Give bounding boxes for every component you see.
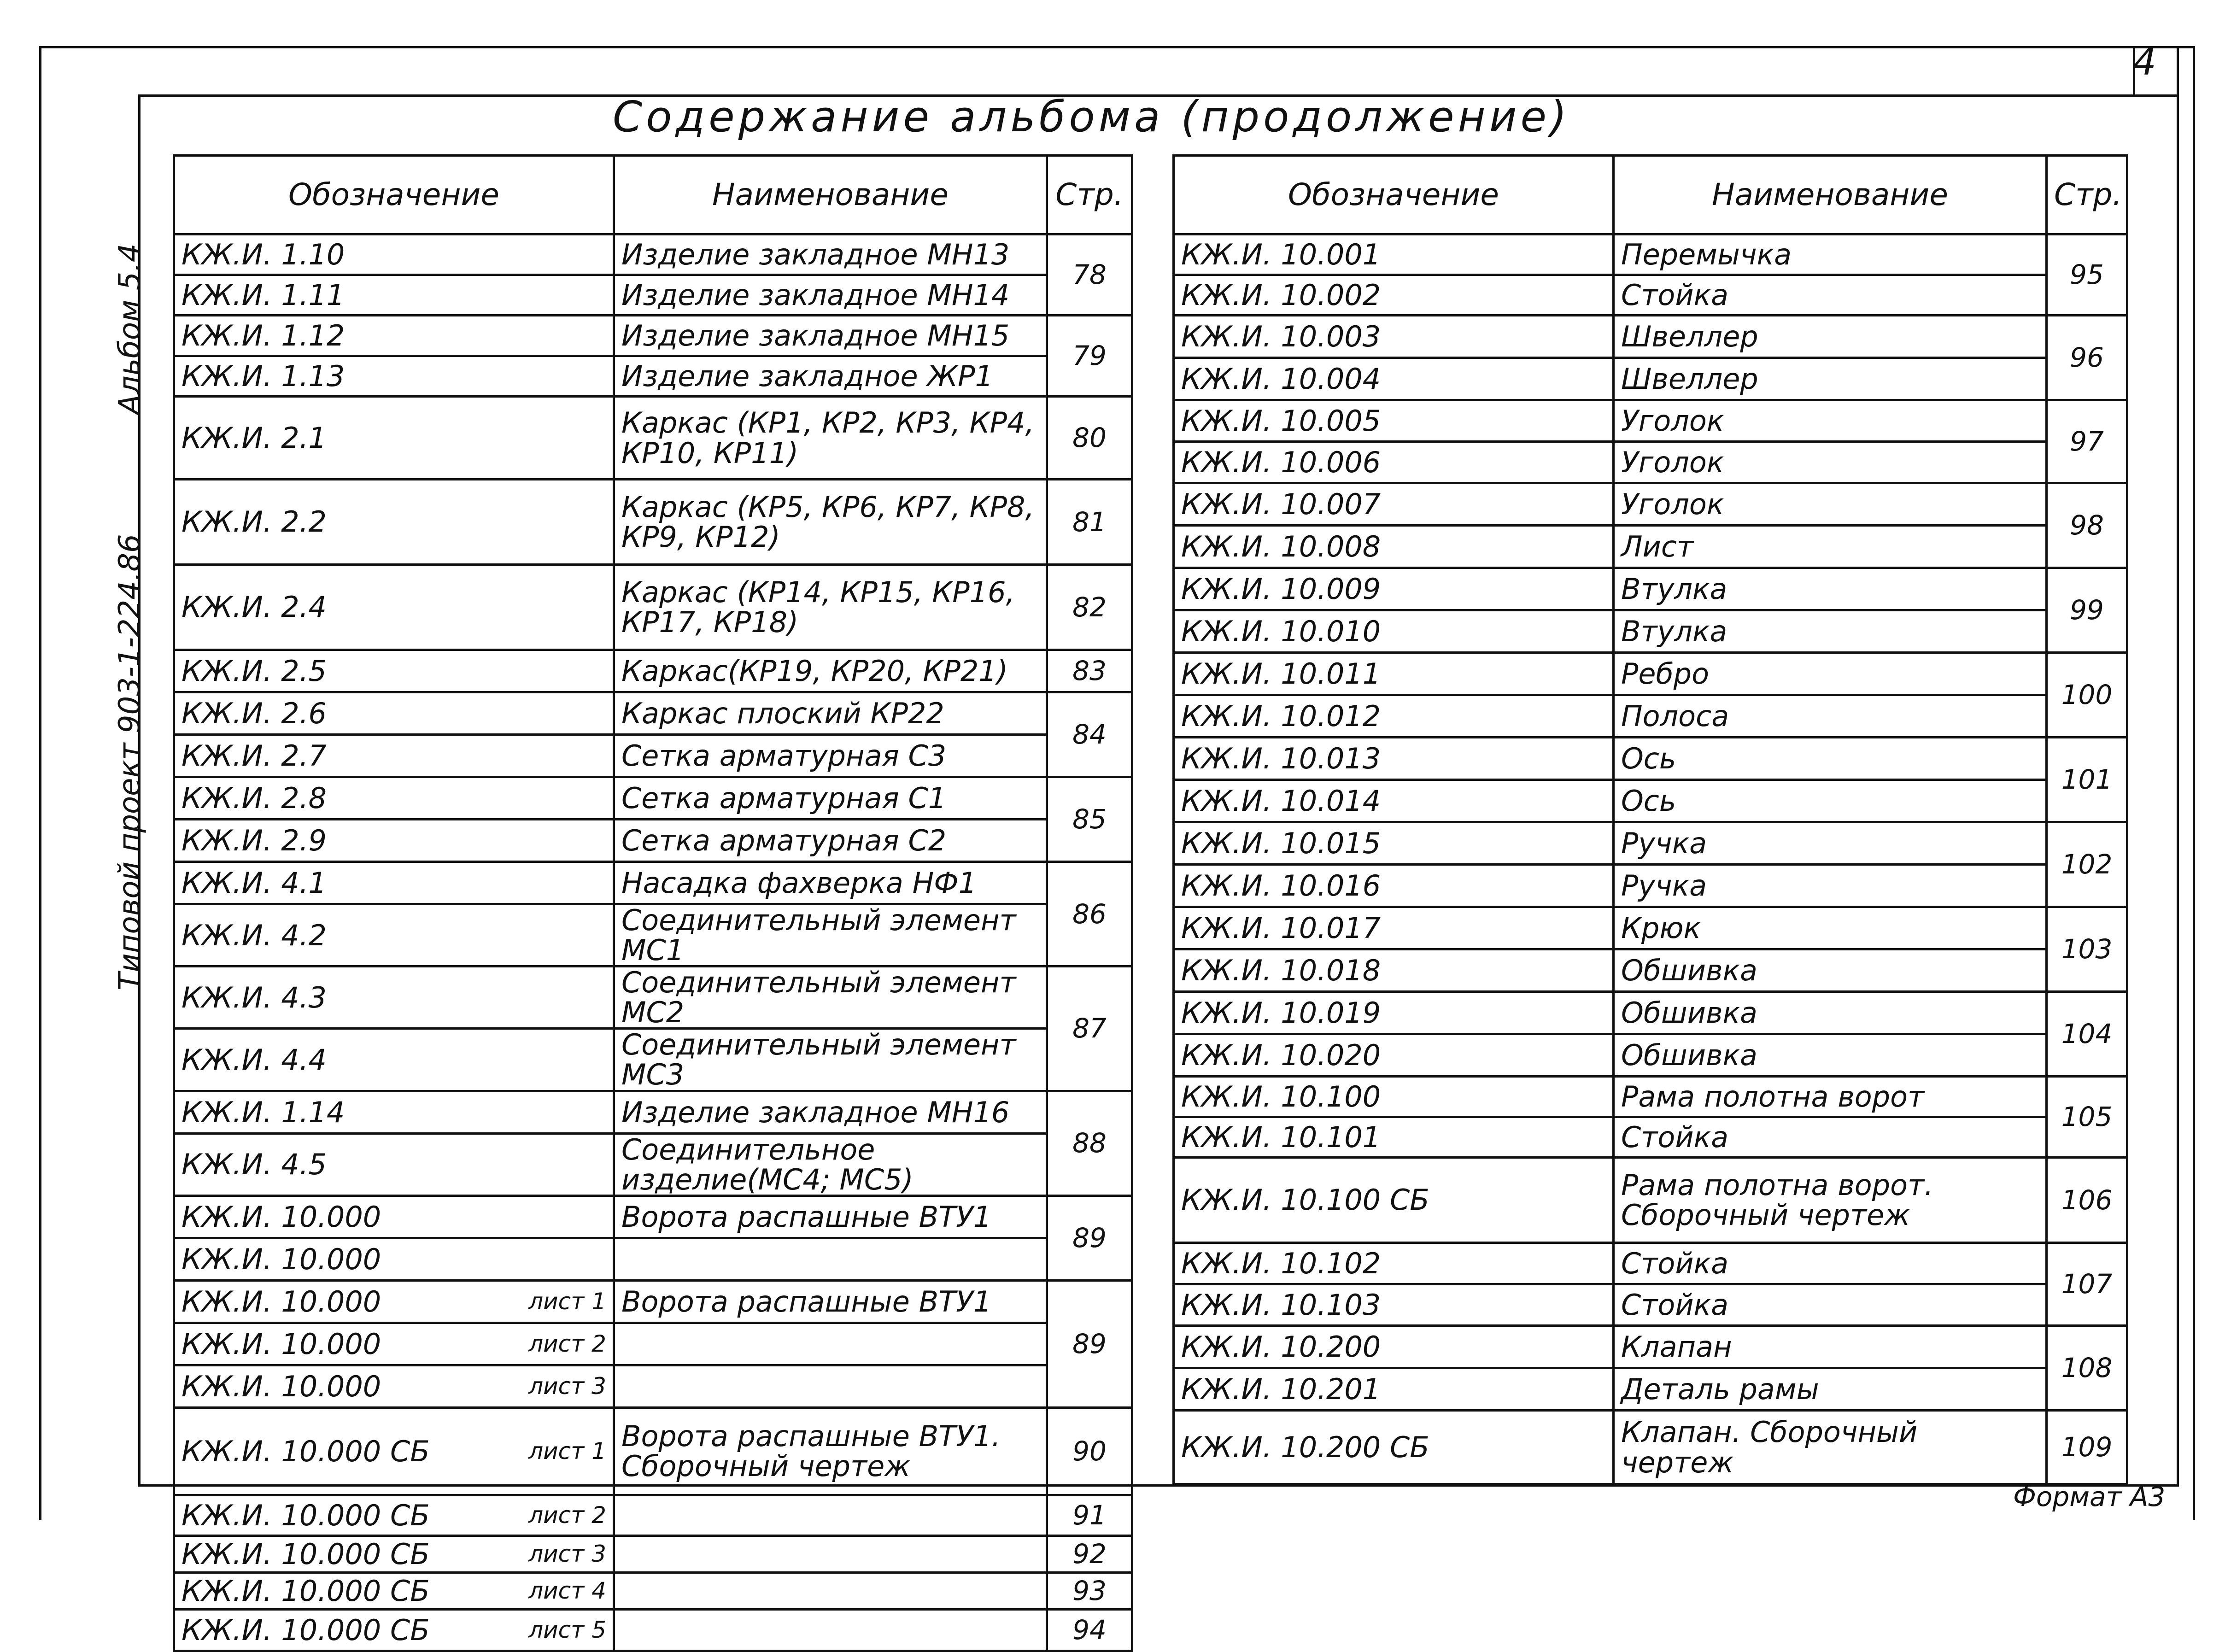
page-cell: 104 xyxy=(2047,992,2127,1077)
name-cell: Обшивка xyxy=(1614,949,2047,992)
designation-cell: КЖ.И. 1.14 xyxy=(174,1091,614,1133)
designation-cell: КЖ.И. 10.200 xyxy=(1174,1326,1614,1368)
name-cell: Изделие закладное МН13 xyxy=(614,234,1047,275)
table-row xyxy=(1174,1284,2127,1326)
designation-cell: КЖ.И. 10.014 xyxy=(1174,780,1614,822)
designation-cell: КЖ.И. 10.006 xyxy=(1174,442,1614,483)
table-row xyxy=(174,1407,1132,1495)
designation-cell: КЖ.И. 4.5 xyxy=(174,1133,614,1195)
designation-cell: КЖ.И. 10.020 xyxy=(1174,1034,1614,1077)
designation-cell: КЖ.И. 10.100 xyxy=(1174,1077,1614,1117)
table-row xyxy=(174,777,1132,820)
page-cell: 87 xyxy=(1047,967,1132,1091)
table-row xyxy=(1174,358,2127,400)
name-cell: Изделие закладное ЖР1 xyxy=(614,356,1047,397)
designation-code: КЖ.И. 10.000 СБ xyxy=(182,1613,430,1647)
header-designation: Обозначение xyxy=(174,156,614,234)
page-cell: 89 xyxy=(1047,1195,1132,1280)
page-cell: 83 xyxy=(1047,650,1132,692)
designation-cell: КЖ.И. 4.1 xyxy=(174,862,614,904)
designation-cell: КЖ.И. 10.013 xyxy=(1174,738,1614,780)
table-row xyxy=(174,1365,1132,1407)
page-cell: 84 xyxy=(1047,692,1132,777)
table-row xyxy=(1174,1368,2127,1411)
page-cell: 98 xyxy=(2047,483,2127,568)
table-row xyxy=(174,316,1132,356)
page-cell: 81 xyxy=(1047,480,1132,565)
table-row xyxy=(1174,653,2127,695)
designation-code: КЖ.И. 10.000 xyxy=(182,1327,381,1361)
designation-cell: КЖ.И. 10.009 xyxy=(1174,568,1614,610)
table-row xyxy=(174,1535,1132,1572)
table-row xyxy=(174,1495,1132,1535)
name-cell: Стойка xyxy=(1614,1284,2047,1326)
inner-frame-right-line xyxy=(2177,46,2179,1486)
table-row xyxy=(1174,1326,2127,1368)
table-row xyxy=(174,1609,1132,1651)
designation-cell: КЖ.И. 2.7 xyxy=(174,735,614,777)
designation-cell: КЖ.И. 10.018 xyxy=(1174,949,1614,992)
designation-cell: КЖ.И. 10.019 xyxy=(1174,992,1614,1034)
table-row xyxy=(1174,907,2127,949)
designation-cell: КЖ.И. 10.001 xyxy=(1174,234,1614,275)
table-row xyxy=(174,1572,1132,1609)
name-cell: Ворота распашные ВТУ1 xyxy=(614,1280,1047,1323)
designation-cell: КЖ.И. 10.015 xyxy=(1174,822,1614,865)
designation-cell: КЖ.И. 1.10 xyxy=(174,234,614,275)
name-cell xyxy=(614,1609,1047,1651)
name-cell: Обшивка xyxy=(1614,1034,2047,1077)
page-cell: 94 xyxy=(1047,1609,1132,1651)
designation-cell xyxy=(174,1365,614,1407)
name-cell: Сетка арматурная С2 xyxy=(614,820,1047,862)
table-row xyxy=(174,1091,1132,1133)
name-cell xyxy=(614,1365,1047,1407)
table-row xyxy=(1174,738,2127,780)
designation-cell: КЖ.И. 10.103 xyxy=(1174,1284,1614,1326)
table-row xyxy=(1174,780,2127,822)
designation-cell xyxy=(174,1495,614,1535)
header-page: Стр. xyxy=(1047,156,1132,234)
table-row xyxy=(1174,234,2127,275)
designation-cell: КЖ.И. 10.101 xyxy=(1174,1117,1614,1158)
designation-cell: КЖ.И. 10.007 xyxy=(1174,483,1614,526)
name-cell: Полоса xyxy=(1614,695,2047,738)
name-cell xyxy=(614,1495,1047,1535)
table-row xyxy=(174,565,1132,650)
name-cell: Обшивка xyxy=(1614,992,2047,1034)
designation-cell: КЖ.И. 10.200 СБ xyxy=(1174,1411,1614,1484)
designation-cell: КЖ.И. 10.004 xyxy=(1174,358,1614,400)
designation-cell: КЖ.И. 10.100 СБ xyxy=(1174,1158,1614,1243)
designation-cell: КЖ.И. 10.201 xyxy=(1174,1368,1614,1411)
project-label: Типовой проект 903-1-224.86 xyxy=(113,534,147,990)
table-row xyxy=(1174,1077,2127,1117)
page-cell: 95 xyxy=(2047,234,2127,316)
page-cell: 80 xyxy=(1047,397,1132,480)
name-cell xyxy=(614,1535,1047,1572)
designation-cell: КЖ.И. 10.000 xyxy=(174,1238,614,1280)
name-cell: Сетка арматурная С3 xyxy=(614,735,1047,777)
name-cell: Ручка xyxy=(1614,822,2047,865)
designation-code: КЖ.И. 10.000 СБ xyxy=(182,1574,430,1608)
table-row xyxy=(1174,992,2127,1034)
designation-cell: КЖ.И. 1.13 xyxy=(174,356,614,397)
designation-cell xyxy=(174,1609,614,1651)
table-row xyxy=(1174,400,2127,442)
table-row xyxy=(1174,526,2127,568)
table-row xyxy=(1174,568,2127,610)
table-row xyxy=(1174,822,2127,865)
name-cell: Ворота распашные ВТУ1 xyxy=(614,1195,1047,1238)
designation-cell: КЖ.И. 10.017 xyxy=(1174,907,1614,949)
name-cell xyxy=(614,1323,1047,1365)
page-cell: 106 xyxy=(2047,1158,2127,1243)
sheet-label: лист 4 xyxy=(528,1577,606,1604)
designation-cell: КЖ.И. 10.010 xyxy=(1174,610,1614,653)
name-cell: Изделие закладное МН15 xyxy=(614,316,1047,356)
page-cell: 99 xyxy=(2047,568,2127,653)
name-cell: Соединительный элемент МС3 xyxy=(614,1029,1047,1091)
table-row xyxy=(1174,949,2127,992)
table-row xyxy=(1174,275,2127,316)
designation-cell: КЖ.И. 4.3 xyxy=(174,967,614,1029)
page-cell: 109 xyxy=(2047,1411,2127,1484)
table-row xyxy=(1174,610,2127,653)
table-row xyxy=(1174,316,2127,358)
header-page: Стр. xyxy=(2047,156,2127,234)
name-cell: Изделие закладное МН14 xyxy=(614,275,1047,316)
name-cell: Стойка xyxy=(1614,1243,2047,1284)
designation-cell: КЖ.И. 4.4 xyxy=(174,1029,614,1091)
table-row xyxy=(174,397,1132,480)
name-cell: Уголок xyxy=(1614,483,2047,526)
album-label: Альбом 5.4 xyxy=(113,243,147,415)
designation-cell: КЖ.И. 2.5 xyxy=(174,650,614,692)
name-cell: Стойка xyxy=(1614,275,2047,316)
name-cell: Каркас(КР19, КР20, КР21) xyxy=(614,650,1047,692)
designation-cell: КЖ.И. 10.016 xyxy=(1174,865,1614,907)
frame-top-line xyxy=(39,46,2195,48)
table-row xyxy=(1174,483,2127,526)
designation-cell: КЖ.И. 10.102 xyxy=(1174,1243,1614,1284)
page-cell: 96 xyxy=(2047,316,2127,400)
designation-code: КЖ.И. 10.000 СБ xyxy=(182,1498,430,1532)
table-row xyxy=(174,862,1132,904)
designation-cell: КЖ.И. 10.012 xyxy=(1174,695,1614,738)
page-cell: 89 xyxy=(1047,1280,1132,1407)
designation-code: КЖ.И. 10.000 СБ xyxy=(182,1537,430,1571)
table-row xyxy=(1174,1158,2127,1243)
name-cell: Каркас (КР5, КР6, КР7, КР8, КР9, КР12) xyxy=(614,480,1047,565)
table-row xyxy=(1174,1411,2127,1484)
sheet-label: лист 2 xyxy=(528,1330,606,1357)
name-cell: Перемычка xyxy=(1614,234,2047,275)
table-row xyxy=(174,820,1132,862)
name-cell: Каркас (КР1, КР2, КР3, КР4, КР10, КР11) xyxy=(614,397,1047,480)
name-cell: Уголок xyxy=(1614,400,2047,442)
designation-cell xyxy=(174,1407,614,1495)
name-cell: Каркас (КР14, КР15, КР16, КР17, КР18) xyxy=(614,565,1047,650)
designation-cell: КЖ.И. 10.000 xyxy=(174,1195,614,1238)
page-cell: 93 xyxy=(1047,1572,1132,1609)
name-cell: Соединительный элемент МС1 xyxy=(614,904,1047,967)
name-cell: Ворота распашные ВТУ1. Сборочный чертеж xyxy=(614,1407,1047,1495)
page-cell: 107 xyxy=(2047,1243,2127,1326)
table-row xyxy=(1174,695,2127,738)
name-cell: Швеллер xyxy=(1614,316,2047,358)
header-row xyxy=(1174,156,2127,234)
name-cell: Швеллер xyxy=(1614,358,2047,400)
frame-left-line xyxy=(39,46,41,1520)
page-cell: 92 xyxy=(1047,1535,1132,1572)
designation-cell: КЖ.И. 1.12 xyxy=(174,316,614,356)
name-cell: Уголок xyxy=(1614,442,2047,483)
sheet-label: лист 3 xyxy=(528,1372,606,1400)
table-row xyxy=(1174,442,2127,483)
table-row xyxy=(174,1280,1132,1323)
designation-code: КЖ.И. 10.000 СБ xyxy=(182,1434,430,1468)
table-row xyxy=(174,1323,1132,1365)
table-row xyxy=(1174,1243,2127,1284)
name-cell: Стойка xyxy=(1614,1117,2047,1158)
table-row xyxy=(174,967,1132,1029)
page-cell: 79 xyxy=(1047,316,1132,397)
sheet-label: лист 2 xyxy=(528,1501,606,1529)
name-cell: Клапан xyxy=(1614,1326,2047,1368)
sheet-label: лист 5 xyxy=(528,1616,606,1643)
designation-cell: КЖ.И. 2.8 xyxy=(174,777,614,820)
left-contents-table xyxy=(173,154,1133,1652)
designation-cell: КЖ.И. 2.6 xyxy=(174,692,614,735)
page-cell: 82 xyxy=(1047,565,1132,650)
header-name: Наименование xyxy=(614,156,1047,234)
designation-cell: КЖ.И. 2.1 xyxy=(174,397,614,480)
page-cell: 101 xyxy=(2047,738,2127,822)
designation-cell xyxy=(174,1323,614,1365)
name-cell: Крюк xyxy=(1614,907,2047,949)
designation-cell: КЖ.И. 10.002 xyxy=(1174,275,1614,316)
page-cell: 97 xyxy=(2047,400,2127,483)
name-cell: Лист xyxy=(1614,526,2047,568)
sheet-label: лист 1 xyxy=(528,1288,606,1315)
name-cell: Ось xyxy=(1614,738,2047,780)
sheet-label: лист 3 xyxy=(528,1540,606,1567)
table-row xyxy=(174,1029,1132,1091)
designation-cell: КЖ.И. 10.003 xyxy=(1174,316,1614,358)
header-designation: Обозначение xyxy=(1174,156,1614,234)
name-cell: Ребро xyxy=(1614,653,2047,695)
name-cell: Втулка xyxy=(1614,568,2047,610)
table-row xyxy=(1174,1034,2127,1077)
page-cell: 85 xyxy=(1047,777,1132,862)
table-row xyxy=(174,356,1132,397)
designation-cell: КЖ.И. 2.9 xyxy=(174,820,614,862)
page-cell: 78 xyxy=(1047,234,1132,316)
designation-cell xyxy=(174,1280,614,1323)
page-title: Содержание альбома (продолжение) xyxy=(613,92,1570,141)
table-row xyxy=(174,692,1132,735)
page-cell: 91 xyxy=(1047,1495,1132,1535)
name-cell: Каркас плоский КР22 xyxy=(614,692,1047,735)
table-row xyxy=(1174,865,2127,907)
name-cell: Соединительный элемент МС2 xyxy=(614,967,1047,1029)
table-row xyxy=(174,275,1132,316)
name-cell: Ручка xyxy=(1614,865,2047,907)
designation-cell: КЖ.И. 10.011 xyxy=(1174,653,1614,695)
table-row xyxy=(1174,1117,2127,1158)
name-cell: Насадка фахверка НФ1 xyxy=(614,862,1047,904)
name-cell: Рама полотна ворот xyxy=(1614,1077,2047,1117)
table-row xyxy=(174,1195,1132,1238)
designation-cell xyxy=(174,1535,614,1572)
name-cell: Деталь рамы xyxy=(1614,1368,2047,1411)
page-cell: 102 xyxy=(2047,822,2127,907)
name-cell: Сетка арматурная С1 xyxy=(614,777,1047,820)
frame-right-line xyxy=(2193,46,2195,1520)
table-row xyxy=(174,234,1132,275)
designation-cell: КЖ.И. 2.2 xyxy=(174,480,614,565)
name-cell: Изделие закладное МН16 xyxy=(614,1091,1047,1133)
designation-code: КЖ.И. 10.000 xyxy=(182,1369,381,1403)
page-cell: 86 xyxy=(1047,862,1132,967)
table-row xyxy=(174,1133,1132,1195)
name-cell: Соединительное изделие(МС4; МС5) xyxy=(614,1133,1047,1195)
name-cell: Рама полотна ворот. Сборочный чертеж xyxy=(1614,1158,2047,1243)
page-cell: 88 xyxy=(1047,1091,1132,1195)
page-cell: 100 xyxy=(2047,653,2127,738)
name-cell: Втулка xyxy=(1614,610,2047,653)
table-row xyxy=(174,650,1132,692)
page-cell: 90 xyxy=(1047,1407,1132,1495)
name-cell xyxy=(614,1238,1047,1280)
sheet-label: лист 1 xyxy=(528,1437,606,1465)
page-cell: 103 xyxy=(2047,907,2127,992)
table-row xyxy=(174,904,1132,967)
page-number: 4 xyxy=(2133,41,2156,83)
name-cell: Ось xyxy=(1614,780,2047,822)
header-row xyxy=(174,156,1132,234)
table-row xyxy=(174,735,1132,777)
page-cell: 105 xyxy=(2047,1077,2127,1158)
designation-cell xyxy=(174,1572,614,1609)
page-cell: 108 xyxy=(2047,1326,2127,1411)
table-row xyxy=(174,480,1132,565)
designation-code: КЖ.И. 10.000 xyxy=(182,1284,381,1318)
right-contents-table xyxy=(1172,154,2128,1485)
designation-cell: КЖ.И. 4.2 xyxy=(174,904,614,967)
name-cell xyxy=(614,1572,1047,1609)
designation-cell: КЖ.И. 10.005 xyxy=(1174,400,1614,442)
format-label: Формат А3 xyxy=(2013,1481,2166,1512)
designation-cell: КЖ.И. 1.11 xyxy=(174,275,614,316)
name-cell: Клапан. Сборочный чертеж xyxy=(1614,1411,2047,1484)
designation-cell: КЖ.И. 10.008 xyxy=(1174,526,1614,568)
table-row xyxy=(174,1238,1132,1280)
designation-cell: КЖ.И. 2.4 xyxy=(174,565,614,650)
header-name: Наименование xyxy=(1614,156,2047,234)
